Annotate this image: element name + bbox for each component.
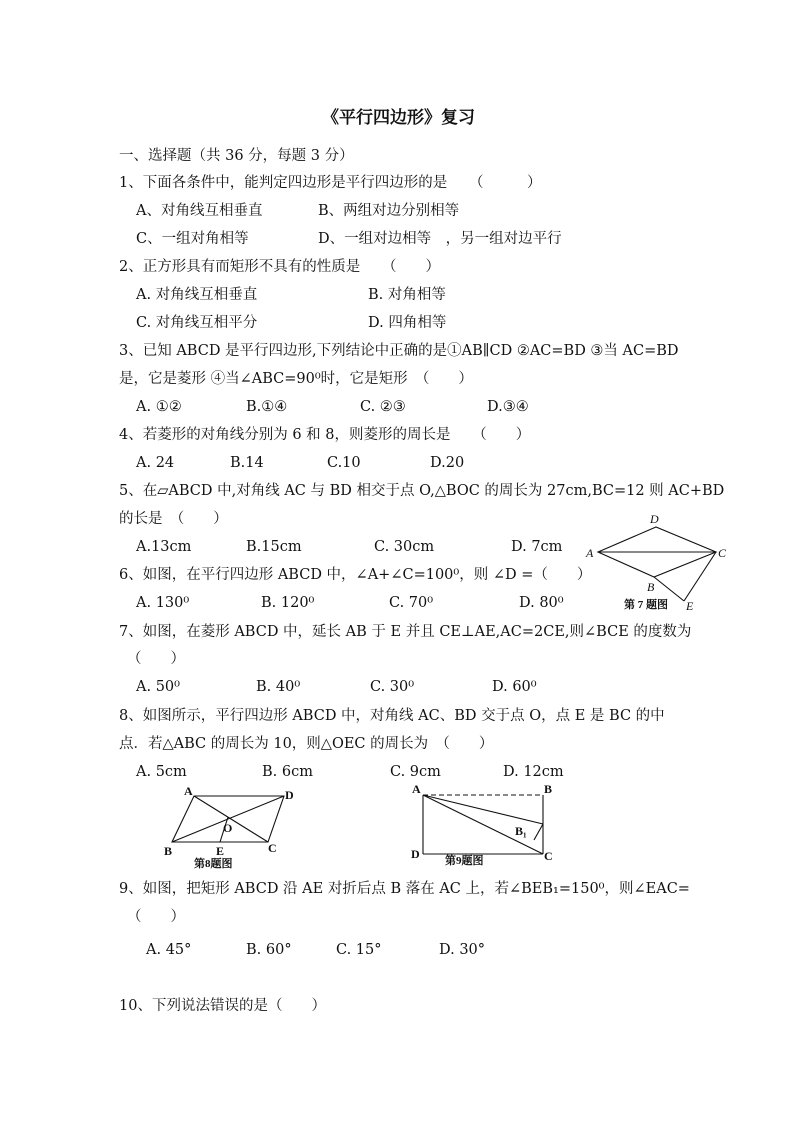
q6-stem: 6、如图，在平行四边形 ABCD 中，∠A+∠C=100⁰，则 ∠D =（ ）: [119, 567, 592, 583]
fig7-label-a: A: [586, 546, 594, 560]
q4-option-d: D.20: [430, 455, 465, 471]
q9-option-c: C. 15°: [336, 942, 382, 958]
fig8-label-c: C: [268, 841, 277, 855]
fig8-caption: 第8题图: [194, 858, 233, 870]
fig8-label-d: D: [285, 788, 294, 802]
fold-line-ae: [423, 795, 543, 824]
fig8-label-a: A: [184, 784, 193, 798]
q8-option-c: C. 9cm: [390, 764, 441, 780]
segment-ce: [684, 552, 716, 601]
q6-option-b: B. 120⁰: [261, 595, 315, 611]
q6-option-c: C. 70⁰: [389, 595, 434, 611]
q6-option-a: A. 130⁰: [136, 595, 190, 611]
q3-stem-line1: 3、已知 ABCD 是平行四边形,下列结论中正确的是①AB∥CD ②AC=BD ③当 AC=BD: [119, 343, 679, 359]
fig7-label-c: C: [718, 546, 727, 560]
fig8-label-o: O: [223, 821, 233, 835]
q3-option-a: A. ①②: [136, 399, 182, 415]
q9-option-b: B. 60°: [246, 942, 292, 958]
fig7-label-b: B: [647, 580, 655, 594]
segment-b1e: [534, 824, 543, 840]
q3-stem-line2: 是，它是菱形 ④当∠ABC=90⁰时，它是矩形 （ ）: [119, 371, 473, 387]
fig9-label-d: D: [411, 847, 420, 861]
diagonal-ac: [194, 796, 268, 842]
q7-option-a: A. 50⁰: [136, 679, 180, 695]
fig7-label-e: E: [686, 599, 694, 613]
fig9-caption: 第9题图: [445, 855, 484, 867]
q2-option-d: D. 四角相等: [368, 315, 447, 331]
q6-option-d: D. 80⁰: [519, 595, 564, 611]
q5-option-d: D. 7cm: [511, 539, 563, 555]
q1-option-b: B、两组对边分别相等: [318, 203, 460, 219]
fig7-caption: 第 7 题图: [624, 599, 668, 611]
figure-q8-parallelogram: [160, 785, 305, 875]
page-title: 《平行四边形》复习: [322, 108, 475, 128]
fig9-label-b1: B₁: [515, 824, 527, 838]
q9-option-d: D. 30°: [439, 942, 486, 958]
q10-stem: 10、下列说法错误的是（ ）: [119, 998, 326, 1014]
q8-option-d: D. 12cm: [503, 764, 564, 780]
fig8-label-e: E: [216, 844, 225, 858]
q5-stem-line2: 的长是 （ ）: [119, 511, 228, 527]
figure-q9-rectangle: [405, 780, 565, 870]
fig7-label-d: D: [650, 512, 659, 526]
q3-option-c: C. ②③: [360, 399, 406, 415]
diagonal-bd: [172, 796, 284, 842]
q7-stem-line1: 7、如图，在菱形 ABCD 中，延长 AB 于 E 并且 CE⊥AE,AC=2CE,则∠BCE 的度数为: [119, 624, 692, 640]
q9-stem-line1: 9、如图，把矩形 ABCD 沿 AE 对折后点 B 落在 AC 上，若∠BEB₁=150⁰，则∠EAC=: [119, 881, 690, 897]
extension-be: [654, 577, 684, 601]
fig9-label-b: B: [544, 782, 553, 796]
q4-option-a: A. 24: [136, 455, 175, 471]
q5-option-b: B.15cm: [246, 539, 302, 555]
q1-option-c: C、一组对角相等: [136, 231, 249, 247]
q9-stem-line2: （ ）: [127, 909, 185, 925]
q3-option-b: B.①④: [246, 399, 288, 415]
q4-stem: 4、若菱形的对角线分别为 6 和 8，则菱形的周长是 （ ）: [119, 427, 531, 443]
q8-option-b: B. 6cm: [262, 764, 313, 780]
q7-stem-line2: （ ）: [127, 651, 185, 667]
section-heading: 一、选择题（共 36 分，每题 3 分）: [119, 148, 354, 164]
q8-option-a: A. 5cm: [136, 764, 187, 780]
q2-option-c: C. 对角线互相平分: [136, 315, 258, 331]
q4-option-b: B.14: [230, 455, 264, 471]
fig9-label-c: C: [544, 849, 553, 863]
q8-stem-line2: 点．若△ABC 的周长为 10，则△OEC 的周长为 （ ）: [119, 736, 494, 752]
q7-option-c: C. 30⁰: [370, 679, 415, 695]
figure-q7-rhombus: [584, 512, 734, 614]
q1-option-d: D、一组对边相等 ，另一组对边平行: [318, 231, 562, 247]
q3-option-d: D.③④: [487, 399, 529, 415]
q8-stem-line1: 8、如图所示，平行四边形 ABCD 中，对角线 AC、BD 交于点 O，点 E 是 BC 的中: [119, 708, 665, 724]
fig9-label-a: A: [412, 782, 421, 796]
q4-option-c: C.10: [327, 455, 361, 471]
q2-stem: 2、正方形具有而矩形不具有的性质是 （ ）: [119, 259, 440, 275]
q7-option-b: B. 40⁰: [256, 679, 301, 695]
q5-option-a: A.13cm: [136, 539, 192, 555]
q5-option-c: C. 30cm: [374, 539, 435, 555]
fig8-label-b: B: [164, 844, 173, 858]
q9-option-a: A. 45°: [146, 942, 192, 958]
q2-option-a: A. 对角线互相垂直: [136, 287, 258, 303]
q7-option-d: D. 60⁰: [492, 679, 537, 695]
q1-option-a: A、对角线互相垂直: [136, 203, 263, 219]
q1-stem: 1、下面各条件中，能判定四边形是平行四边形的是 （ ）: [119, 175, 542, 191]
q5-stem-line1: 5、在▱ABCD 中,对角线 AC 与 BD 相交于点 O,△BOC 的周长为 27cm,BC=12 则 AC+BD: [119, 483, 725, 499]
q2-option-b: B. 对角相等: [368, 287, 446, 303]
